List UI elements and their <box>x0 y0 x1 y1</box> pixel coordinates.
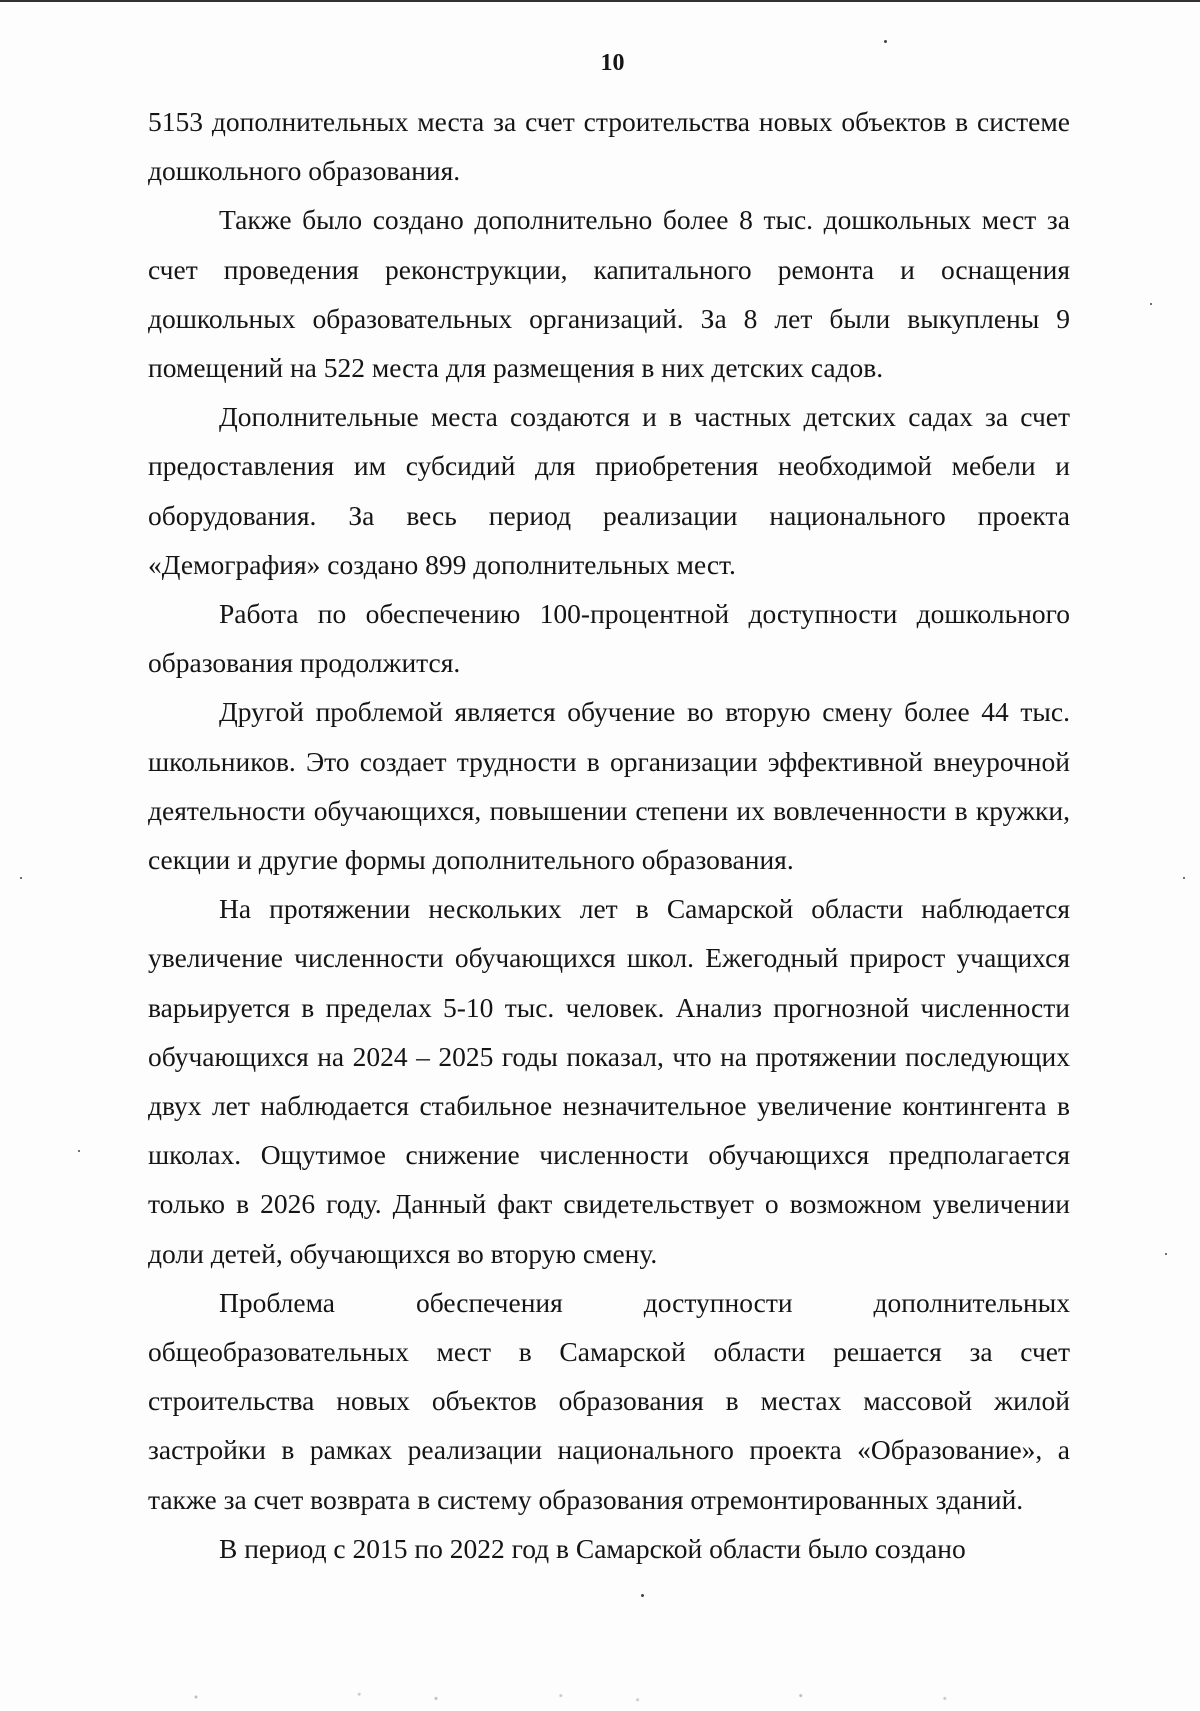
scan-speck <box>78 1150 80 1152</box>
paragraph: Работа по обеспечению 100-процентной доступности дошкольного образования продолжится. <box>148 598 1070 679</box>
scan-speck <box>1183 877 1185 879</box>
paragraph: На протяжении нескольких лет в Самарской области наблюдается увеличение численности обучающихся школ. Ежегодный прирост учащихся варьируется в пределах 5-10 тыс. человек. Анализ прогнозной численности обучающихся на 2024 – 2025 годы показал, что на протяжении последующих двух лет наблюдается стабильное незначительное увеличение контингента в школах. Ощутимое снижение численности обучающихся предполагается только в 2026 году. Данный факт свидетельствует о возможном увеличении доли детей, обучающихся во вторую смену. <box>148 893 1070 1269</box>
scan-bottom-noise <box>100 1690 1060 1704</box>
scan-speck <box>1150 303 1152 305</box>
scan-speck <box>20 877 22 879</box>
scan-speck <box>884 40 887 43</box>
page-number: 10 <box>600 50 625 76</box>
paragraph: 5153 дополнительных места за счет строительства новых объектов в системе дошкольного образования. <box>148 106 1070 187</box>
scan-speck <box>1165 1253 1167 1255</box>
paragraph: Также было создано дополнительно более 8 тыс. дошкольных мест за счет проведения реконструкции, капитального ремонта и оснащения дошкольных образовательных организаций. За 8 лет были выкуплены 9 помещений на 522 места для размещения в них детских садов. <box>148 204 1070 384</box>
paragraph: Проблема обеспечения доступности дополнительных общеобразовательных мест в Самарской области решается за счет строительства новых объектов образования в местах массовой жилой застройки в рамках реализации национального проекта «Образование», а также за счет возврата в систему образования отремонтированных зданий. <box>148 1286 1070 1515</box>
document-body <box>148 97 1070 1573</box>
paragraph-last-line: В период с 2015 по 2022 год в Самарской области было создано <box>219 1532 966 1564</box>
paragraph: Дополнительные места создаются и в частных детских садах за счет предоставления им субсидий для приобретения необходимой мебели и оборудования. За весь период реализации национального проекта «Демография» создано 899 дополнительных мест. <box>148 401 1070 580</box>
page-top-edge <box>0 0 1200 2</box>
scan-speck <box>641 1594 644 1597</box>
paragraph: Другой проблемой является обучение во вторую смену более 44 тыс. школьников. Это создает трудности в организации эффективной внеурочной деятельности обучающихся, повышении степени их вовлеченности в кружки, секции и другие формы дополнительного образования. <box>148 696 1070 876</box>
